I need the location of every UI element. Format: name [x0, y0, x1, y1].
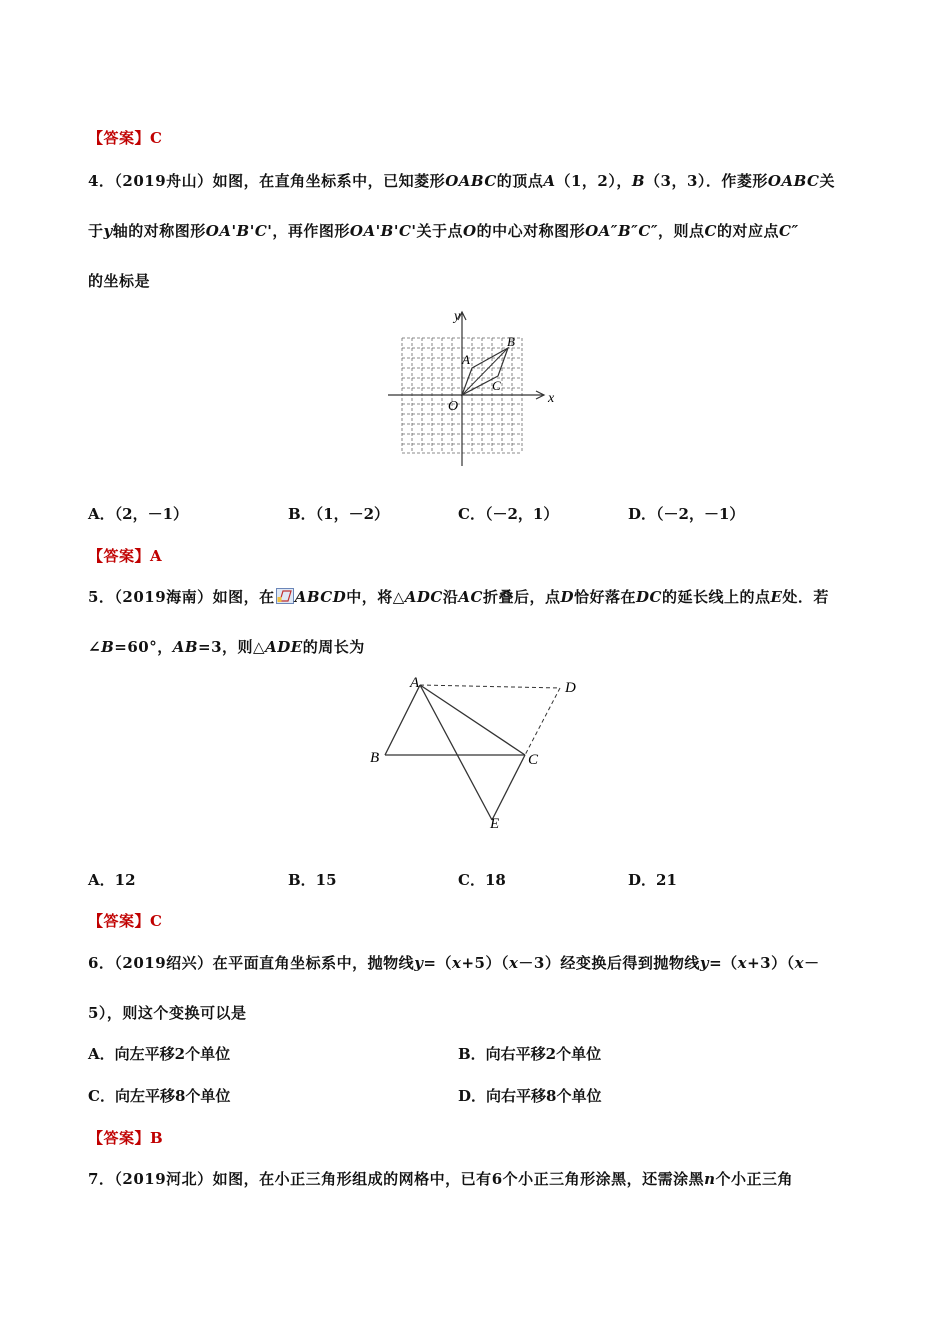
q4-line2 — [88, 220, 799, 241]
var: D — [560, 588, 574, 606]
answer-q6 — [88, 1127, 163, 1148]
var: n — [704, 1170, 716, 1188]
point-c-label: C — [492, 378, 501, 393]
text: 的对应点 — [717, 222, 780, 240]
text: 5．（2019海南）如图，在 — [88, 588, 275, 606]
answer-q3 — [88, 127, 162, 148]
var: y — [699, 954, 710, 972]
var: A — [543, 172, 556, 190]
answer-value: C — [150, 912, 163, 930]
answer-prefix: 【答案】 — [88, 547, 151, 565]
point-e-label: E — [490, 816, 500, 832]
var: B — [631, 172, 646, 190]
text: － — [804, 954, 820, 972]
var: C″ — [779, 222, 799, 240]
var: DC — [636, 588, 662, 606]
text: ∠ — [88, 638, 102, 656]
q7-line1 — [88, 1168, 793, 1189]
var: B — [101, 638, 115, 656]
text: =（ — [423, 954, 452, 972]
text: 的延长线上的点 — [661, 588, 771, 606]
text: 轴的对称图形 — [112, 222, 206, 240]
q4-line3: 的坐标是 — [88, 272, 151, 290]
q5-option-a: A．12 — [88, 871, 136, 889]
point-d-label: D — [565, 680, 576, 696]
var: x — [737, 954, 748, 972]
var: OA'B'C' — [205, 222, 273, 240]
q4-line1 — [88, 170, 835, 191]
text: =60°， — [114, 638, 173, 656]
var: O — [463, 222, 477, 240]
var: OABC — [445, 172, 497, 190]
q4-option-c: C．（－2，1） — [458, 505, 559, 523]
var: ADC — [404, 588, 443, 606]
text: 个小正三角 — [715, 1170, 794, 1188]
text: （3，3）．作菱形 — [645, 172, 768, 190]
q6-line1 — [88, 952, 820, 973]
q4-option-d: D．（－2，－1） — [628, 505, 745, 523]
var: OA″B″C″ — [585, 222, 659, 240]
q6-option-b: B．向右平移2个单位 — [458, 1045, 602, 1063]
point-a-label: A — [410, 675, 420, 691]
text: 的中心对称图形 — [476, 222, 586, 240]
var: ABCD — [294, 588, 347, 606]
var: y — [414, 954, 424, 972]
q5-line1 — [88, 586, 829, 607]
text: 沿 — [442, 588, 459, 606]
var: y — [103, 222, 113, 240]
point-b-label: B — [507, 334, 515, 349]
answer-prefix: 【答案】 — [88, 1129, 151, 1147]
text: ，则点 — [658, 222, 705, 240]
q5-option-c: C．18 — [458, 871, 506, 889]
origin-label: O — [448, 399, 459, 414]
y-axis-label: y — [454, 309, 461, 324]
text: 关于点 — [416, 222, 463, 240]
q6-line2: 5），则这个变换可以是 — [88, 1004, 247, 1022]
var: AC — [458, 588, 483, 606]
answer-q5 — [88, 910, 162, 931]
text: 中，将△ — [346, 588, 405, 606]
answer-prefix: 【答案】 — [88, 129, 151, 147]
axes — [388, 312, 544, 466]
var: C — [704, 222, 717, 240]
text: +5）（ — [461, 954, 509, 972]
text: =（ — [709, 954, 738, 972]
parallelogram-icon — [276, 588, 294, 604]
text: 6．（2019绍兴）在平面直角坐标系中，抛物线 — [88, 954, 415, 972]
var: ADE — [265, 638, 303, 656]
answer-q4 — [88, 545, 162, 566]
text: 关 — [819, 172, 836, 190]
text: =3，则△ — [198, 638, 266, 656]
text: 的顶点 — [496, 172, 544, 190]
text: －3）经变换后得到抛物线 — [518, 954, 700, 972]
text: 恰好落在 — [574, 588, 637, 606]
q4-coordinate-figure — [380, 300, 565, 470]
answer-value: B — [150, 1129, 164, 1147]
point-a-label: A — [462, 352, 470, 367]
text: 折叠后，点 — [482, 588, 561, 606]
text: 于 — [88, 222, 104, 240]
var: E — [770, 588, 783, 606]
q5-option-d: D．21 — [628, 871, 677, 889]
answer-prefix: 【答案】 — [88, 912, 151, 930]
q6-option-d: D．向右平移8个单位 — [458, 1087, 602, 1105]
q6-option-c: C．向左平移8个单位 — [88, 1087, 231, 1105]
text: 4．（2019舟山）如图，在直角坐标系中，已知菱形 — [88, 172, 446, 190]
text: （1，2）， — [555, 172, 632, 190]
q4-option-b: B．（1，－2） — [288, 505, 390, 523]
q4-option-a: A．（2，－1） — [88, 505, 189, 523]
var: x — [794, 954, 805, 972]
answer-value: C — [150, 129, 163, 147]
text: 的周长为 — [302, 638, 365, 656]
answer-value: A — [150, 547, 163, 565]
text: +3）（ — [747, 954, 795, 972]
q5-fold-figure — [360, 670, 590, 835]
text: ，再作图形 — [272, 222, 350, 240]
var: OABC — [767, 172, 820, 190]
var: x — [508, 954, 519, 972]
var: OA'B'C' — [349, 222, 417, 240]
text: 处．若 — [782, 588, 829, 606]
q5-line2 — [88, 636, 365, 657]
text: 7．（2019河北）如图，在小正三角形组成的网格中，已有6个小正三角形涂黑，还需涂黑 — [88, 1170, 705, 1188]
var: x — [451, 954, 462, 972]
var: AB — [172, 638, 199, 656]
point-b-label: B — [370, 750, 380, 766]
q5-option-b: B．15 — [288, 871, 337, 889]
x-axis-label: x — [548, 391, 555, 406]
point-c-label: C — [528, 752, 539, 768]
q6-option-a: A．向左平移2个单位 — [88, 1045, 231, 1063]
